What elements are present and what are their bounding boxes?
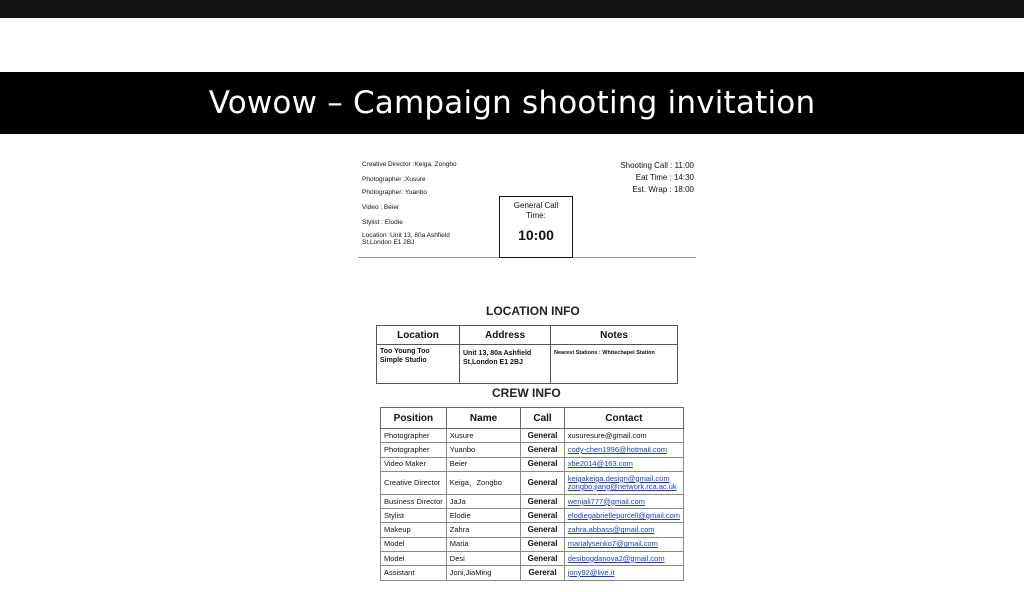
column-header: Position [381, 408, 447, 429]
contact-email-link[interactable]: xusuresure@gmail.com [567, 430, 647, 440]
creative-director-line: Creative Director :Keiga, Zongbo [362, 161, 457, 168]
table-row [381, 537, 684, 551]
name-cell: Keiga，Zongbo [446, 471, 521, 494]
contact-email-link[interactable]: wenjali777@gmail.com [567, 496, 645, 506]
call-cell: General [521, 443, 564, 457]
general-call-time: 10:00 [518, 227, 554, 243]
table-row [381, 552, 684, 566]
position-cell: Makeup [381, 523, 447, 537]
position-cell: Business Director [381, 494, 447, 508]
call-cell: Gereral [521, 566, 564, 580]
table-row [381, 509, 684, 523]
location-table [376, 325, 678, 384]
table-row [381, 523, 684, 537]
contact-email-link[interactable]: zongbo.jiang@network.rca.ac.uk [567, 481, 677, 491]
name-cell: Joni,JiaMing [446, 566, 521, 580]
contact-cell[interactable] [564, 457, 683, 471]
general-call-label [500, 201, 572, 221]
address-line1: Unit 13, 80a Ashfield [463, 350, 532, 357]
position-cell: Photographer [381, 443, 447, 457]
contact-cell[interactable] [564, 552, 683, 566]
table-row [381, 429, 684, 443]
position-cell: Stylist [381, 509, 447, 523]
title-bar [0, 72, 1024, 134]
location-cell [377, 345, 460, 384]
contact-email-link[interactable]: elodiegabriellepurcell@gmail.com [567, 510, 680, 520]
eat-time: Eat Time : 14:30 [635, 173, 694, 182]
column-header: Notes [551, 326, 678, 345]
table-header-row [377, 326, 678, 345]
general-call-label-line1: General Call [513, 201, 559, 210]
contact-cell[interactable] [564, 523, 683, 537]
name-cell: JaJa [446, 494, 521, 508]
location-info-title: LOCATION INFO [486, 304, 580, 318]
table-row [381, 457, 684, 471]
call-cell: General [521, 523, 564, 537]
photographer-line: Photographer :Xusure [362, 176, 426, 183]
name-cell: Desi [446, 552, 521, 566]
position-cell: Model [381, 552, 447, 566]
column-header: Location [377, 326, 460, 345]
contact-cell[interactable] [564, 429, 683, 443]
call-cell: General [521, 537, 564, 551]
location-line-2: St,London E1 2BJ [362, 239, 415, 246]
name-cell: Maria [446, 537, 521, 551]
contact-email-link[interactable]: keigakeiga.design@gmail.com [567, 473, 670, 483]
table-row [381, 471, 684, 494]
column-header: Contact [564, 408, 683, 429]
crew-info-title: CREW INFO [492, 386, 561, 400]
location-name-line2: Simple Studio [380, 357, 427, 364]
contact-cell[interactable] [564, 443, 683, 457]
notes-cell: Nearest Stations : Whitechapel Station [551, 345, 678, 384]
position-cell: Photographer [381, 429, 447, 443]
call-sheet-right-info [620, 160, 694, 196]
table-row [381, 443, 684, 457]
location-name-line1: Too Young Too [380, 348, 430, 355]
column-header: Name [446, 408, 521, 429]
contact-cell[interactable] [564, 566, 683, 580]
contact-email-link[interactable]: jony92@live.it [567, 568, 615, 578]
name-cell: Beier [446, 457, 521, 471]
column-header: Call [521, 408, 564, 429]
general-call-label-line2: Time: [526, 211, 546, 220]
contact-email-link[interactable]: xbe2014@163.com [567, 459, 633, 469]
name-cell: Zahra [446, 523, 521, 537]
contact-cell[interactable] [564, 509, 683, 523]
address-cell [460, 345, 551, 384]
photographer-line: Photographer: Yuanbo [362, 189, 427, 196]
address-line2: St,London E1 2BJ [463, 359, 523, 366]
table-row [377, 345, 678, 384]
name-cell: Xusure [446, 429, 521, 443]
position-cell: Model [381, 537, 447, 551]
column-header: Address [460, 326, 551, 345]
call-cell: General [521, 429, 564, 443]
table-row [381, 566, 684, 580]
crew-table-body [381, 429, 684, 581]
call-sheet-header [358, 160, 696, 258]
call-cell: General [521, 494, 564, 508]
position-cell: Creative Director [381, 471, 447, 494]
call-cell: General [521, 471, 564, 494]
position-cell: Assistant [381, 566, 447, 580]
table-row [381, 494, 684, 508]
shooting-call: Shooting Call : 11:00 [620, 161, 694, 170]
contact-cell[interactable] [564, 494, 683, 508]
contact-email-link[interactable]: cody-chen1996@hotmail.com [567, 444, 668, 454]
call-cell: General [521, 509, 564, 523]
call-cell: General [521, 552, 564, 566]
video-line: Video : Beier [362, 204, 400, 211]
name-cell: Elodie [446, 509, 521, 523]
contact-cell[interactable] [564, 537, 683, 551]
contact-email-link[interactable]: zahra.abbass@gmail.com [567, 525, 655, 535]
stylist-line: Stylist : Elodie [362, 219, 403, 226]
general-call-box [499, 196, 573, 258]
position-cell: Video Maker [381, 457, 447, 471]
table-header-row [381, 408, 684, 429]
contact-email-link[interactable]: desibogdanova2@gmail.com [567, 553, 665, 563]
top-strip [0, 0, 1024, 18]
est-wrap: Est. Wrap : 18:00 [632, 185, 694, 194]
crew-table [380, 407, 684, 581]
location-line: Location :Unit 13, 80a Ashfield [362, 232, 450, 239]
contact-email-link[interactable]: marialysenko7@gmail.com [567, 539, 658, 549]
contact-cell[interactable] [564, 471, 683, 494]
name-cell: Yuanbo [446, 443, 521, 457]
call-cell: General [521, 457, 564, 471]
slide-title: Vowow – Campaign shooting invitation [208, 85, 816, 121]
